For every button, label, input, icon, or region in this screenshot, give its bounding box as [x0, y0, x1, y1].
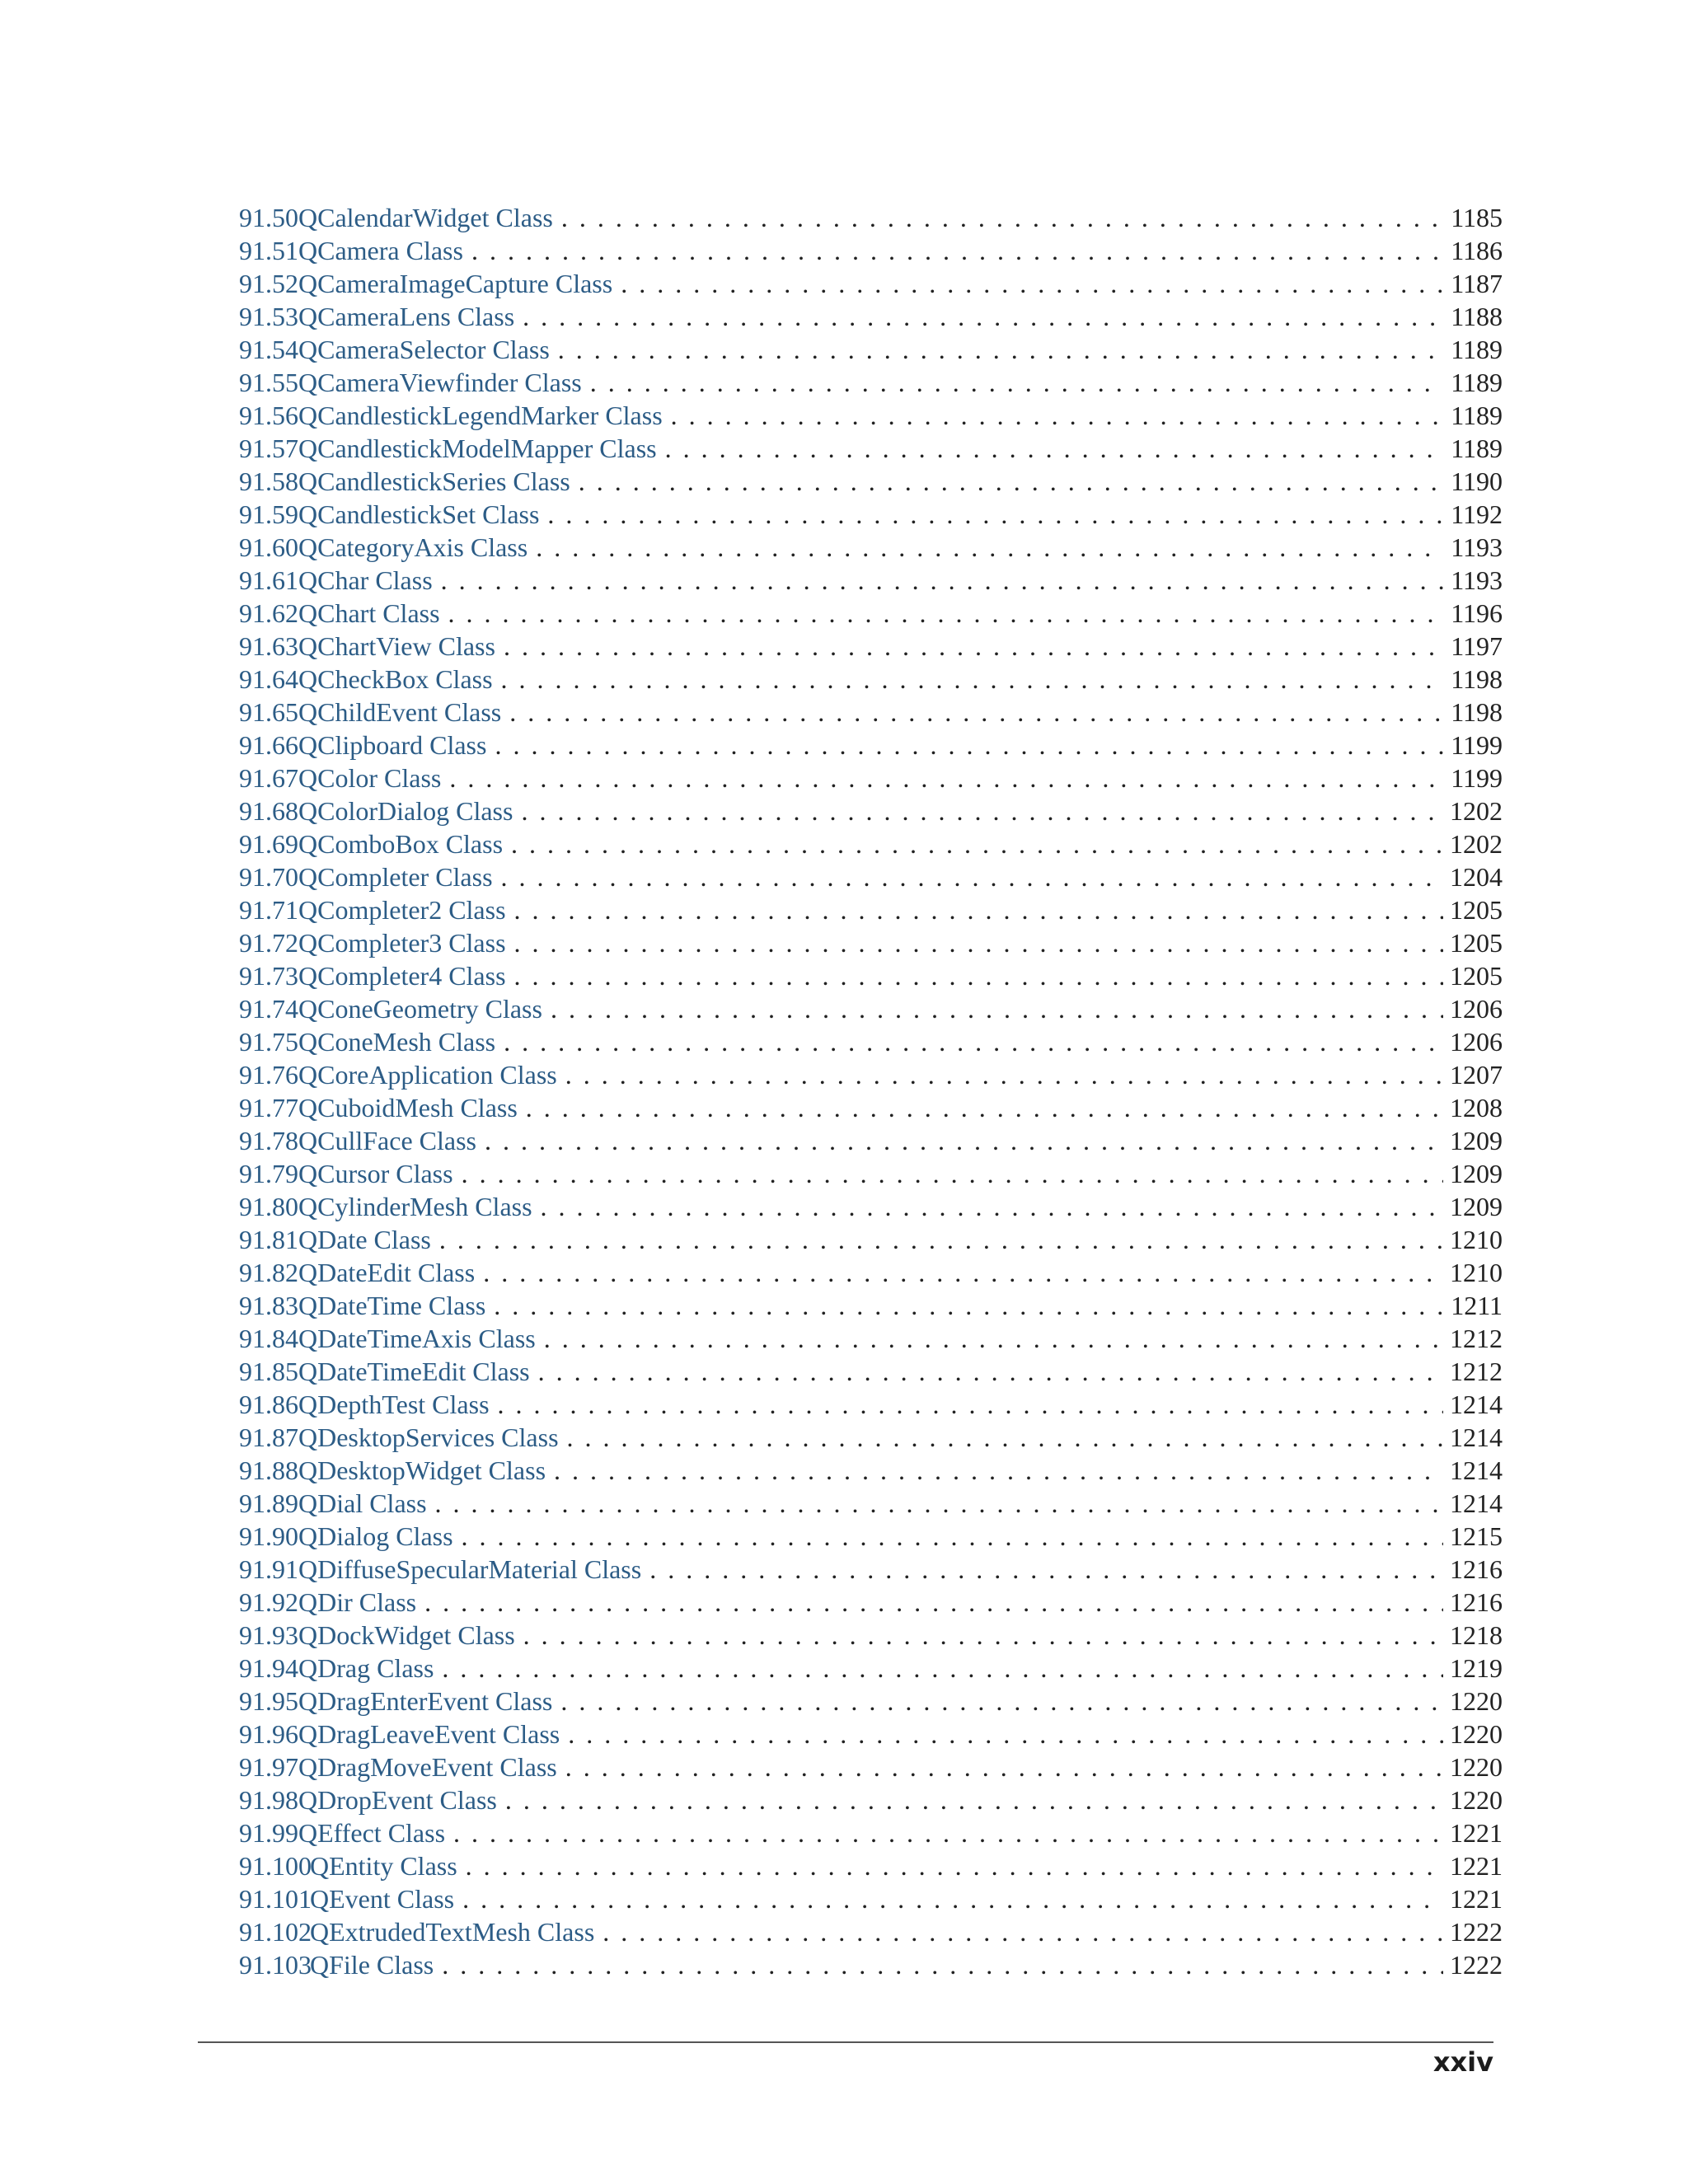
toc-entry[interactable] [239, 1322, 1503, 1355]
table-of-contents [239, 201, 1503, 1981]
toc-dot-leader [501, 663, 1443, 696]
toc-entry[interactable] [239, 1157, 1503, 1190]
toc-entry-number[interactable]: 91.65 [239, 697, 298, 727]
toc-entry-page: 1214 [1450, 1455, 1503, 1485]
toc-entry-page: 1187 [1451, 269, 1503, 298]
toc-entry-title[interactable]: QCuboidMesh Class [298, 1093, 518, 1122]
toc-entry[interactable] [239, 1058, 1503, 1091]
toc-entry-number[interactable]: 91.103 [239, 1950, 312, 1980]
toc-entry[interactable] [239, 992, 1503, 1025]
toc-entry-page: 1204 [1450, 862, 1503, 892]
toc-entry-number[interactable]: 91.66 [239, 730, 298, 760]
toc-entry[interactable] [239, 1685, 1503, 1718]
toc-entry-page: 1188 [1451, 302, 1503, 331]
toc-entry-title[interactable]: QCamera Class [298, 236, 463, 265]
toc-dot-leader [567, 1421, 1443, 1454]
toc-dot-leader [448, 597, 1443, 630]
toc-entry-page: 1205 [1450, 928, 1503, 958]
toc-entry-title[interactable]: QChildEvent Class [298, 697, 502, 727]
toc-entry[interactable] [239, 762, 1503, 794]
toc-dot-leader [561, 201, 1443, 234]
toc-entry-number[interactable]: 91.72 [239, 928, 298, 958]
toc-entry-number[interactable]: 91.69 [239, 829, 298, 859]
toc-entry-number[interactable]: 91.70 [239, 862, 298, 892]
toc-entry-title[interactable]: QDragLeaveEvent Class [298, 1719, 560, 1749]
toc-entry[interactable] [239, 267, 1503, 300]
toc-entry-title[interactable]: QClipboard Class [298, 730, 487, 760]
toc-entry-number[interactable]: 91.76 [239, 1060, 298, 1090]
toc-dot-leader [514, 926, 1443, 959]
toc-dot-leader [485, 1124, 1443, 1157]
toc-entry[interactable] [239, 1586, 1503, 1619]
toc-entry-page: 1206 [1450, 994, 1503, 1024]
toc-dot-leader [603, 1915, 1443, 1948]
toc-entry-page: 1197 [1451, 631, 1503, 661]
toc-dot-leader [453, 1816, 1443, 1849]
toc-entry-page: 1212 [1450, 1357, 1503, 1386]
toc-dot-leader [504, 630, 1443, 663]
toc-entry[interactable] [239, 1223, 1503, 1256]
toc-entry[interactable] [239, 201, 1503, 234]
toc-entry[interactable] [239, 399, 1503, 432]
toc-entry-title[interactable]: QDiffuseSpecularMaterial Class [298, 1554, 642, 1584]
toc-entry[interactable] [239, 498, 1503, 531]
toc-entry-title[interactable]: QCandlestickLegendMarker Class [298, 401, 663, 430]
toc-entry-title[interactable]: QDrag Class [298, 1653, 434, 1683]
toc-entry-number[interactable]: 91.81 [239, 1225, 298, 1254]
page-number: xxiv [1432, 2046, 1493, 2078]
toc-entry[interactable] [239, 1190, 1503, 1223]
toc-entry-page: 1198 [1451, 664, 1503, 694]
toc-dot-leader [544, 1322, 1443, 1355]
toc-entry-number[interactable]: 91.88 [239, 1455, 298, 1485]
toc-dot-leader [665, 432, 1443, 465]
toc-dot-leader [424, 1586, 1443, 1619]
toc-dot-leader [523, 1619, 1443, 1652]
toc-entry[interactable] [239, 1750, 1503, 1783]
toc-entry[interactable] [239, 1718, 1503, 1750]
toc-entry-number[interactable]: 91.74 [239, 994, 298, 1024]
toc-entry[interactable] [239, 827, 1503, 860]
toc-entry[interactable] [239, 300, 1503, 333]
toc-entry-title[interactable]: QCursor Class [298, 1159, 453, 1188]
toc-entry-title[interactable]: QDateEdit Class [298, 1258, 476, 1287]
toc-dot-leader [442, 1948, 1443, 1981]
toc-entry-page: 1210 [1450, 1225, 1503, 1254]
toc-entry-page: 1220 [1450, 1785, 1503, 1815]
toc-entry-title[interactable]: QExtrudedTextMesh Class [310, 1917, 595, 1947]
toc-entry-page: 1218 [1450, 1620, 1503, 1650]
toc-entry-number[interactable]: 91.90 [239, 1521, 298, 1551]
toc-dot-leader [551, 992, 1443, 1025]
toc-entry[interactable] [239, 1091, 1503, 1124]
toc-dot-leader [526, 1091, 1443, 1124]
toc-entry-page: 1220 [1450, 1686, 1503, 1716]
toc-entry-page: 1212 [1450, 1324, 1503, 1353]
toc-entry[interactable] [239, 794, 1503, 827]
toc-entry-page: 1193 [1451, 565, 1503, 595]
toc-entry-number[interactable]: 91.83 [239, 1291, 298, 1320]
toc-entry-title[interactable]: QDesktopWidget Class [298, 1455, 546, 1485]
toc-entry-page: 1214 [1450, 1390, 1503, 1419]
toc-entry-page: 1196 [1451, 598, 1503, 628]
toc-dot-leader [439, 1223, 1443, 1256]
toc-entry[interactable] [239, 696, 1503, 729]
toc-entry-title[interactable]: QCompleter Class [298, 862, 493, 892]
toc-entry-title[interactable]: QComboBox Class [298, 829, 504, 859]
toc-entry[interactable] [239, 1619, 1503, 1652]
toc-entry-page: 1202 [1450, 829, 1503, 859]
toc-entry-number[interactable]: 91.54 [239, 335, 298, 364]
toc-entry-title[interactable]: QCompleter4 Class [298, 961, 506, 991]
toc-dot-leader [565, 1058, 1443, 1091]
toc-entry-title[interactable]: QCameraViewfinder Class [298, 368, 582, 397]
toc-entry-number[interactable]: 91.60 [239, 532, 298, 562]
toc-entry-number[interactable]: 91.67 [239, 763, 298, 793]
toc-entry-page: 1215 [1450, 1521, 1503, 1551]
toc-entry[interactable] [239, 1289, 1503, 1322]
toc-entry-title[interactable]: QCheckBox Class [298, 664, 493, 694]
toc-dot-leader [521, 794, 1443, 827]
toc-entry[interactable] [239, 1256, 1503, 1289]
toc-entry[interactable] [239, 1124, 1503, 1157]
toc-entry-number[interactable]: 91.62 [239, 598, 298, 628]
toc-entry-page: 1220 [1450, 1719, 1503, 1749]
toc-entry-number[interactable]: 91.52 [239, 269, 298, 298]
toc-entry-number[interactable]: 91.56 [239, 401, 298, 430]
toc-entry[interactable] [239, 1487, 1503, 1520]
toc-entry-title[interactable]: QDesktopServices Class [298, 1422, 559, 1452]
toc-entry[interactable] [239, 1553, 1503, 1586]
toc-entry-number[interactable]: 91.68 [239, 796, 298, 826]
toc-dot-leader [466, 1849, 1443, 1882]
toc-entry[interactable] [239, 1652, 1503, 1685]
toc-entry-number[interactable]: 91.57 [239, 434, 298, 463]
toc-dot-leader [505, 1783, 1443, 1816]
toc-entry-page: 1190 [1451, 466, 1503, 496]
toc-entry[interactable] [239, 663, 1503, 696]
toc-entry-number[interactable]: 91.77 [239, 1093, 298, 1122]
toc-entry-title[interactable]: QDragEnterEvent Class [298, 1686, 553, 1716]
toc-entry-number[interactable]: 91.89 [239, 1488, 298, 1518]
toc-entry-page: 1189 [1451, 401, 1503, 430]
toc-entry-number[interactable]: 91.100 [239, 1851, 312, 1881]
toc-entry-title[interactable]: QDepthTest Class [298, 1390, 490, 1419]
toc-entry[interactable] [239, 1783, 1503, 1816]
toc-entry-page: 1216 [1450, 1587, 1503, 1617]
toc-entry-page: 1209 [1450, 1159, 1503, 1188]
toc-entry[interactable] [239, 234, 1503, 267]
toc-entry-title[interactable]: QEvent Class [310, 1884, 455, 1914]
toc-entry-title[interactable]: QDate Class [298, 1225, 431, 1254]
toc-dot-leader [554, 1454, 1443, 1487]
toc-dot-leader [671, 399, 1443, 432]
toc-entry[interactable] [239, 630, 1503, 663]
toc-dot-leader [649, 1553, 1443, 1586]
toc-entry-number[interactable]: 91.80 [239, 1192, 298, 1221]
toc-dot-leader [523, 300, 1443, 333]
toc-entry-number[interactable]: 91.102 [239, 1917, 312, 1947]
toc-dot-leader [471, 234, 1443, 267]
toc-entry-number[interactable]: 91.53 [239, 302, 298, 331]
toc-dot-leader [514, 893, 1443, 926]
toc-entry-title[interactable]: QCameraLens Class [298, 302, 515, 331]
toc-entry-page: 1198 [1451, 697, 1503, 727]
toc-entry-title[interactable]: QConeMesh Class [298, 1027, 496, 1057]
toc-entry-page: 1214 [1450, 1488, 1503, 1518]
toc-entry-page: 1221 [1450, 1818, 1503, 1848]
toc-entry[interactable] [239, 860, 1503, 893]
toc-entry-page: 1199 [1451, 730, 1503, 760]
toc-entry-page: 1214 [1450, 1422, 1503, 1452]
toc-entry-title[interactable]: QDir Class [298, 1587, 417, 1617]
toc-entry-page: 1186 [1451, 236, 1503, 265]
toc-dot-leader [514, 959, 1443, 992]
toc-dot-leader [511, 827, 1443, 860]
toc-entry-title[interactable]: QCameraSelector Class [298, 335, 550, 364]
toc-entry[interactable] [239, 1948, 1503, 1981]
toc-entry-number[interactable]: 91.82 [239, 1258, 298, 1287]
toc-entry-number[interactable]: 91.96 [239, 1719, 298, 1749]
toc-entry[interactable] [239, 366, 1503, 399]
toc-entry[interactable] [239, 893, 1503, 926]
toc-entry-number[interactable]: 91.55 [239, 368, 298, 397]
toc-entry-title[interactable]: QDialog Class [298, 1521, 453, 1551]
toc-entry-page: 1208 [1450, 1093, 1503, 1122]
toc-entry[interactable] [239, 1454, 1503, 1487]
toc-entry-number[interactable]: 91.99 [239, 1818, 298, 1848]
toc-entry-page: 1192 [1451, 499, 1503, 529]
toc-dot-leader [462, 1157, 1443, 1190]
toc-entry-title[interactable]: QCategoryAxis Class [298, 532, 528, 562]
toc-dot-leader [590, 366, 1443, 399]
toc-dot-leader [441, 564, 1443, 597]
toc-dot-leader [462, 1882, 1443, 1915]
toc-entry-title[interactable]: QCylinderMesh Class [298, 1192, 532, 1221]
toc-entry-page: 1210 [1450, 1258, 1503, 1287]
toc-entry-page: 1193 [1451, 532, 1503, 562]
toc-entry-page: 1209 [1450, 1192, 1503, 1221]
toc-entry-title[interactable]: QEntity Class [310, 1851, 457, 1881]
toc-entry-page: 1199 [1451, 763, 1503, 793]
toc-entry-number[interactable]: 91.85 [239, 1357, 298, 1386]
toc-entry-page: 1185 [1451, 203, 1503, 232]
toc-entry[interactable] [239, 959, 1503, 992]
toc-entry-title[interactable]: QCameraImageCapture Class [298, 269, 613, 298]
toc-entry[interactable] [239, 1025, 1503, 1058]
toc-entry[interactable] [239, 1849, 1503, 1882]
toc-entry-title[interactable]: QCandlestickSet Class [298, 499, 540, 529]
toc-entry[interactable] [239, 333, 1503, 366]
toc-entry-title[interactable]: QDockWidget Class [298, 1620, 515, 1650]
toc-entry-number[interactable]: 91.101 [239, 1884, 312, 1914]
toc-entry-title[interactable]: QColorDialog Class [298, 796, 513, 826]
toc-dot-leader [547, 498, 1443, 531]
toc-dot-leader [568, 1718, 1443, 1750]
toc-entry-page: 1222 [1450, 1950, 1503, 1980]
toc-entry[interactable] [239, 1520, 1503, 1553]
toc-entry-title[interactable]: QCandlestickSeries Class [298, 466, 570, 496]
toc-entry-number[interactable]: 91.73 [239, 961, 298, 991]
toc-entry-number[interactable]: 91.61 [239, 565, 298, 595]
toc-dot-leader [541, 1190, 1443, 1223]
toc-dot-leader [462, 1520, 1443, 1553]
toc-entry-title[interactable]: QCoreApplication Class [298, 1060, 557, 1090]
toc-entry-page: 1206 [1450, 1027, 1503, 1057]
toc-entry-page: 1211 [1451, 1291, 1503, 1320]
toc-entry-number[interactable]: 91.75 [239, 1027, 298, 1057]
toc-entry-title[interactable]: QFile Class [310, 1950, 434, 1980]
footer-rule [198, 2041, 1493, 2043]
toc-entry[interactable] [239, 465, 1503, 498]
toc-entry-number[interactable]: 91.87 [239, 1422, 298, 1452]
toc-entry-title[interactable]: QDateTime Class [298, 1291, 486, 1320]
toc-entry-number[interactable]: 91.97 [239, 1752, 298, 1782]
toc-entry-number[interactable]: 91.86 [239, 1390, 298, 1419]
toc-dot-leader [538, 1355, 1443, 1388]
toc-dot-leader [495, 729, 1443, 762]
toc-entry-page: 1202 [1450, 796, 1503, 826]
toc-entry[interactable] [239, 729, 1503, 762]
toc-entry-title[interactable]: QCullFace Class [298, 1126, 476, 1155]
toc-entry-number[interactable]: 91.95 [239, 1686, 298, 1716]
toc-entry-page: 1209 [1450, 1126, 1503, 1155]
toc-entry-page: 1189 [1451, 335, 1503, 364]
toc-dot-leader [501, 860, 1443, 893]
toc-entry[interactable] [239, 1421, 1503, 1454]
toc-entry-number[interactable]: 91.59 [239, 499, 298, 529]
toc-entry-number[interactable]: 91.79 [239, 1159, 298, 1188]
toc-entry-title[interactable]: QCandlestickModelMapper Class [298, 434, 657, 463]
toc-dot-leader [449, 762, 1443, 794]
toc-entry[interactable] [239, 926, 1503, 959]
toc-entry-number[interactable]: 91.98 [239, 1785, 298, 1815]
toc-entry-number[interactable]: 91.92 [239, 1587, 298, 1617]
toc-entry-number[interactable]: 91.94 [239, 1653, 298, 1683]
toc-entry-page: 1207 [1450, 1060, 1503, 1090]
toc-entry-page: 1222 [1450, 1917, 1503, 1947]
toc-entry-number[interactable]: 91.91 [239, 1554, 298, 1584]
toc-dot-leader [442, 1652, 1443, 1685]
toc-entry-title[interactable]: QDateTimeEdit Class [298, 1357, 530, 1386]
toc-dot-leader [558, 333, 1443, 366]
toc-dot-leader [435, 1487, 1443, 1520]
toc-entry[interactable] [239, 1882, 1503, 1915]
toc-dot-leader [509, 696, 1443, 729]
toc-dot-leader [560, 1685, 1443, 1718]
toc-entry-title[interactable]: QDateTimeAxis Class [298, 1324, 536, 1353]
toc-entry-title[interactable]: QDial Class [298, 1488, 427, 1518]
toc-entry-title[interactable]: QConeGeometry Class [298, 994, 542, 1024]
toc-entry-page: 1221 [1450, 1851, 1503, 1881]
toc-entry[interactable] [239, 597, 1503, 630]
toc-entry-number[interactable]: 91.51 [239, 236, 298, 265]
toc-dot-leader [536, 531, 1443, 564]
toc-dot-leader [579, 465, 1443, 498]
toc-entry-title[interactable]: QChartView Class [298, 631, 495, 661]
toc-entry-title[interactable]: QCalendarWidget Class [298, 203, 553, 232]
toc-entry-title[interactable]: QChar Class [298, 565, 433, 595]
toc-entry-number[interactable]: 91.84 [239, 1324, 298, 1353]
toc-entry-title[interactable]: QChart Class [298, 598, 440, 628]
toc-dot-leader [498, 1388, 1443, 1421]
toc-entry-title[interactable]: QDragMoveEvent Class [298, 1752, 557, 1782]
toc-entry[interactable] [239, 531, 1503, 564]
toc-entry-number[interactable]: 91.58 [239, 466, 298, 496]
toc-dot-leader [565, 1750, 1443, 1783]
toc-entry[interactable] [239, 1388, 1503, 1421]
toc-entry-number[interactable]: 91.78 [239, 1126, 298, 1155]
toc-entry-page: 1216 [1450, 1554, 1503, 1584]
toc-entry-page: 1221 [1450, 1884, 1503, 1914]
toc-entry-page: 1205 [1450, 961, 1503, 991]
toc-entry-title[interactable]: QEffect Class [298, 1818, 446, 1848]
toc-entry-page: 1220 [1450, 1752, 1503, 1782]
toc-entry[interactable] [239, 1816, 1503, 1849]
toc-entry-page: 1189 [1451, 368, 1503, 397]
toc-entry[interactable] [239, 432, 1503, 465]
toc-entry-title[interactable]: QCompleter3 Class [298, 928, 506, 958]
toc-dot-leader [494, 1289, 1443, 1322]
toc-entry-number[interactable]: 91.63 [239, 631, 298, 661]
toc-entry-page: 1219 [1450, 1653, 1503, 1683]
toc-entry-number[interactable]: 91.50 [239, 203, 298, 232]
toc-dot-leader [621, 267, 1443, 300]
toc-entry-title[interactable]: QDropEvent Class [298, 1785, 497, 1815]
toc-dot-leader [483, 1256, 1443, 1289]
toc-entry-title[interactable]: QColor Class [298, 763, 442, 793]
toc-entry[interactable] [239, 1915, 1503, 1948]
toc-entry[interactable] [239, 1355, 1503, 1388]
toc-entry-page: 1189 [1451, 434, 1503, 463]
toc-entry-number[interactable]: 91.93 [239, 1620, 298, 1650]
toc-entry[interactable] [239, 564, 1503, 597]
toc-entry-title[interactable]: QCompleter2 Class [298, 895, 506, 925]
toc-entry-page: 1205 [1450, 895, 1503, 925]
toc-entry-number[interactable]: 91.64 [239, 664, 298, 694]
toc-dot-leader [504, 1025, 1443, 1058]
toc-entry-number[interactable]: 91.71 [239, 895, 298, 925]
